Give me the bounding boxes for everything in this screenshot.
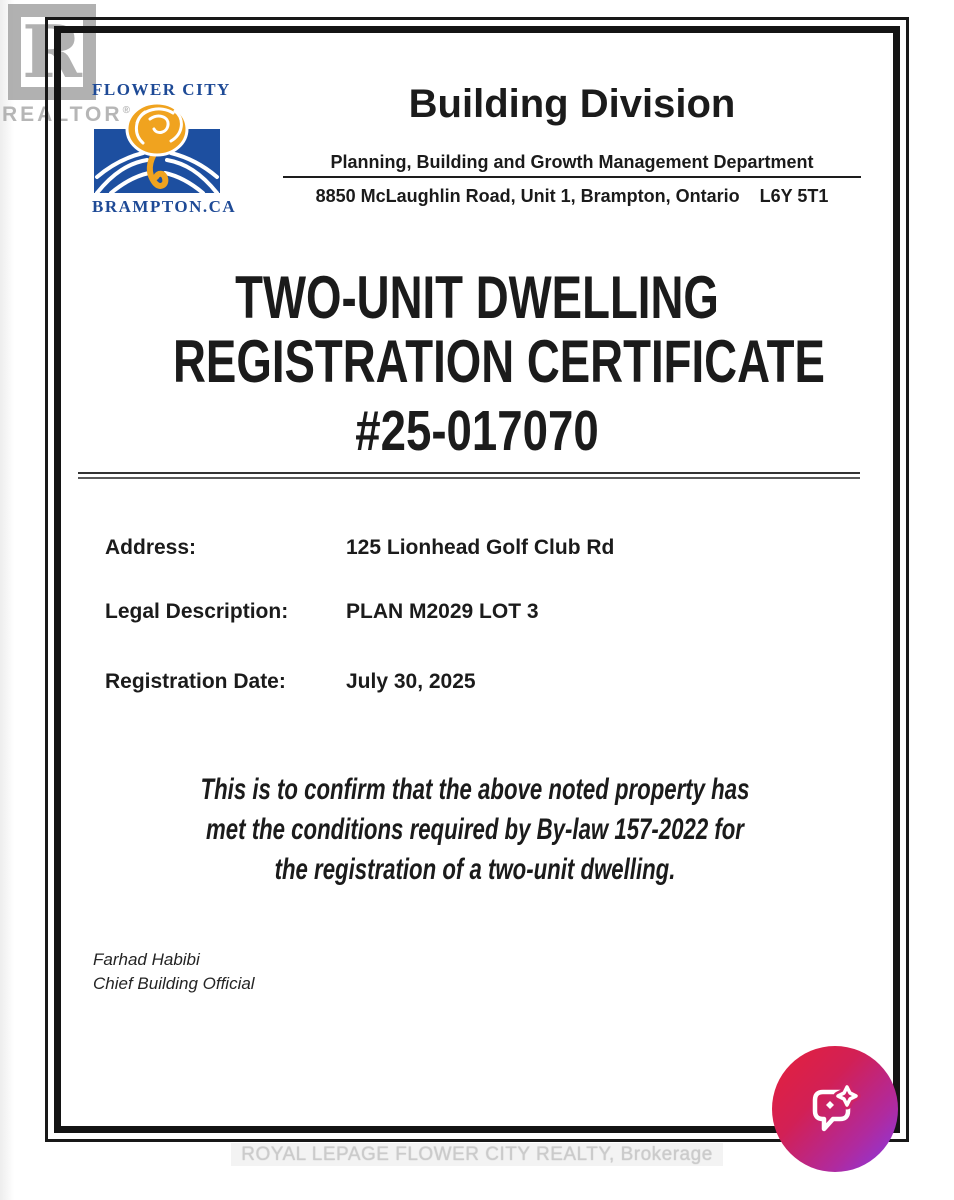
header-address: 8850 McLaughlin Road, Unit 1, Brampton, Ontario L6Y 5T1 xyxy=(315,186,829,206)
brampton-ca-text: BRAMPTON.CA xyxy=(92,197,237,216)
field-label-registration-date: Registration Date: xyxy=(105,670,286,693)
signature-block xyxy=(93,948,255,996)
confirmation-text: This is to confirm that the above noted property has met the conditions required by By-law 157-2022 for the registration of a two-unit dwelling. xyxy=(200,773,750,886)
chat-sparkle-icon xyxy=(797,1071,873,1147)
registered-mark: ® xyxy=(122,105,130,116)
field-value-address: 125 Lionhead Golf Club Rd xyxy=(346,536,615,559)
field-value-registration-date: July 30, 2025 xyxy=(346,670,476,693)
certificate-title-line2: REGISTRATION CERTIFICATE xyxy=(173,328,825,395)
header-underline xyxy=(283,176,861,178)
signatory-title: Chief Building Official xyxy=(93,974,255,993)
field-row-address xyxy=(105,536,614,560)
field-row-registration-date xyxy=(105,670,476,694)
header xyxy=(283,82,861,207)
certificate-title-line1: TWO-UNIT DWELLING xyxy=(235,264,719,331)
field-value-legal-description: PLAN M2029 LOT 3 xyxy=(346,600,539,623)
flower-city-text: FLOWER CITY xyxy=(92,80,231,99)
separator-rule xyxy=(78,472,860,479)
field-row-legal-description xyxy=(105,600,539,624)
realtor-r-letter: R xyxy=(22,9,82,94)
signatory-name: Farhad Habibi xyxy=(93,950,200,969)
header-title: Building Division xyxy=(408,82,736,126)
brokerage-watermark-text: ROYAL LEPAGE FLOWER CITY REALTY, Brokerage xyxy=(231,1143,723,1166)
rose-icon xyxy=(93,103,221,195)
flower-city-logo xyxy=(92,80,237,217)
field-label-legal-description: Legal Description: xyxy=(105,600,289,623)
realtor-wordmark-text: REALTOR xyxy=(2,103,123,126)
field-label-address: Address: xyxy=(105,536,197,559)
certificate-number: #25-017070 xyxy=(355,399,599,463)
header-department: Planning, Building and Growth Management Department xyxy=(330,152,814,172)
certificate-title xyxy=(173,264,825,395)
chat-button[interactable] xyxy=(772,1046,898,1172)
